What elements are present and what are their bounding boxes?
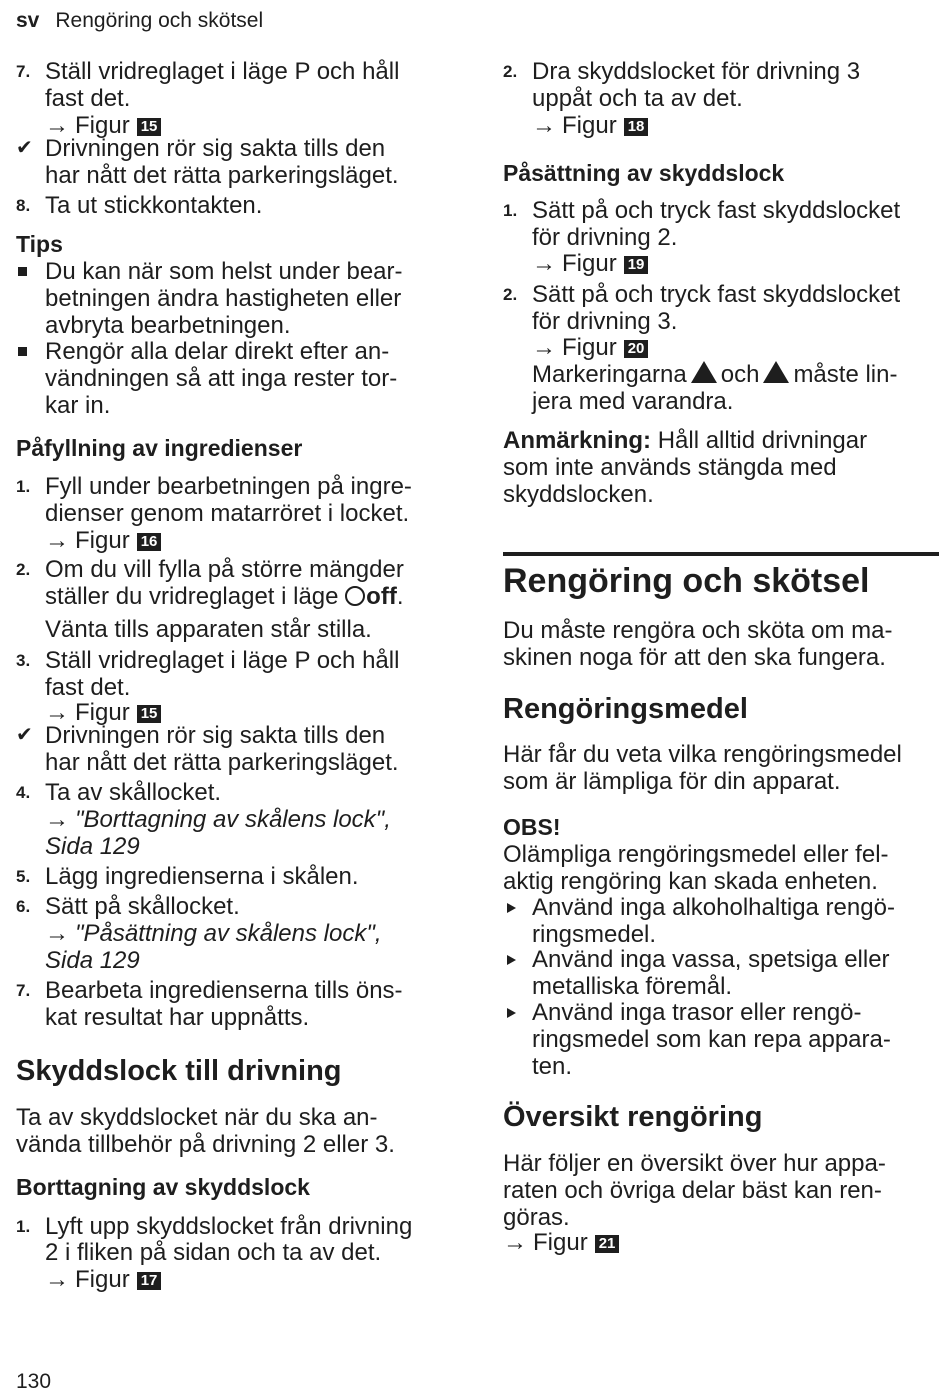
paragraph-text: vända tillbehör på drivning 2 eller 3. bbox=[16, 1131, 395, 1158]
warning-item: Använd inga alkoholhaltiga rengö- bbox=[532, 894, 895, 921]
page-header bbox=[16, 6, 263, 36]
paragraph-text: raten och övriga delar bäst kan ren- bbox=[503, 1177, 882, 1204]
result-text: har nått det rätta parkeringsläget. bbox=[45, 162, 399, 189]
step-text: Sätt på skållocket. bbox=[45, 893, 240, 920]
arrow-right-icon: → bbox=[45, 920, 69, 947]
arrow-right-icon: → bbox=[45, 806, 69, 833]
figure-number-badge: 15 bbox=[137, 118, 162, 136]
arrow-right-icon: → bbox=[45, 527, 69, 554]
tip-text: avbryta bearbetningen. bbox=[45, 312, 291, 339]
figure-number-badge: 17 bbox=[137, 1272, 162, 1290]
paragraph-text: som är lämpliga för din apparat. bbox=[503, 768, 841, 795]
warning-item: ringsmedel. bbox=[532, 921, 657, 948]
cross-reference: Sida 129 bbox=[45, 947, 140, 974]
tip-text: Du kan när som helst under bear- bbox=[45, 258, 403, 285]
step-number: 8. bbox=[16, 196, 31, 215]
section-divider bbox=[503, 552, 939, 556]
section-subheading: Påfyllning av ingredienser bbox=[16, 435, 303, 461]
figure-reference: → Figur 20 bbox=[532, 334, 648, 361]
step-number: 6. bbox=[16, 897, 31, 916]
step-text: fast det. bbox=[45, 674, 131, 701]
figure-number-badge: 15 bbox=[137, 705, 162, 723]
section-subheading: Borttagning av skyddslock bbox=[16, 1174, 310, 1200]
cross-reference: → "Borttagning av skålens lock", bbox=[45, 806, 391, 833]
step-text: Ta ut stickkontakten. bbox=[45, 192, 263, 219]
marker-triangle-icon bbox=[691, 361, 717, 383]
result-text: Drivningen rör sig sakta tills den bbox=[45, 722, 386, 749]
figure-reference: → Figur 21 bbox=[503, 1229, 619, 1256]
off-circle-icon bbox=[345, 586, 365, 606]
tip-text: kar in. bbox=[45, 392, 111, 419]
bullet-square-icon bbox=[18, 267, 27, 276]
warning-item: metalliska föremål. bbox=[532, 973, 733, 1000]
step-text: Bearbeta ingredienserna tills öns- bbox=[45, 977, 403, 1004]
figure-reference: → Figur 15 bbox=[45, 699, 161, 726]
step-text: fast det. bbox=[45, 85, 131, 112]
step-text: Om du vill fylla på större mängder bbox=[45, 556, 404, 583]
step-text: Vänta tills apparaten står stilla. bbox=[45, 616, 372, 643]
paragraph-text: Här får du veta vilka rengöringsmedel bbox=[503, 741, 902, 768]
tips-heading: Tips bbox=[16, 231, 63, 257]
tip-text: betningen ändra hastigheten eller bbox=[45, 285, 402, 312]
step-number: 2. bbox=[503, 285, 518, 304]
bullet-triangle-icon bbox=[507, 955, 516, 965]
step-text: kat resultat har uppnåtts. bbox=[45, 1004, 310, 1031]
step-number: 1. bbox=[503, 201, 518, 220]
note-text: skyddslocken. bbox=[503, 481, 654, 508]
step-text: ställer du vridreglaget i läge off. bbox=[45, 583, 404, 610]
step-number: 1. bbox=[16, 1217, 31, 1236]
warning-item: ringsmedel som kan repa appara- bbox=[532, 1026, 891, 1053]
warning-text: Olämpliga rengöringsmedel eller fel- bbox=[503, 841, 889, 868]
step-number: 2. bbox=[16, 560, 31, 579]
step-text: Lyft upp skyddslocket från drivning bbox=[45, 1213, 413, 1240]
tip-text: vändningen så att inga rester tor- bbox=[45, 365, 398, 392]
checkmark-icon: ✔ bbox=[16, 137, 33, 159]
note-text: Anmärkning: Håll alltid drivningar bbox=[503, 427, 868, 454]
warning-item: Använd inga vassa, spetsiga eller bbox=[532, 946, 890, 973]
section-subheading: Påsättning av skyddslock bbox=[503, 160, 785, 186]
step-text: Lägg ingredienserna i skålen. bbox=[45, 863, 359, 890]
paragraph-text: Här följer en översikt över hur appa- bbox=[503, 1150, 886, 1177]
language-code: sv bbox=[16, 9, 40, 32]
arrow-right-icon: → bbox=[532, 334, 556, 361]
cross-reference: Sida 129 bbox=[45, 833, 140, 860]
checkmark-icon: ✔ bbox=[16, 724, 33, 746]
figure-number-badge: 16 bbox=[137, 533, 162, 551]
bullet-triangle-icon bbox=[507, 903, 516, 913]
arrow-right-icon: → bbox=[45, 112, 69, 139]
figure-number-badge: 21 bbox=[595, 1235, 620, 1253]
warning-heading: OBS! bbox=[503, 814, 561, 840]
arrow-right-icon: → bbox=[532, 112, 556, 139]
paragraph-text: göras. bbox=[503, 1204, 570, 1231]
arrow-right-icon: → bbox=[45, 1266, 69, 1293]
section-heading: Översikt rengöring bbox=[503, 1101, 763, 1133]
figure-number-badge: 19 bbox=[624, 256, 649, 274]
step-text: Ta av skållocket. bbox=[45, 779, 222, 806]
paragraph-text: Du måste rengöra och sköta om ma- bbox=[503, 617, 893, 644]
arrow-right-icon: → bbox=[45, 699, 69, 726]
step-text: jera med varandra. bbox=[532, 388, 734, 415]
result-text: Drivningen rör sig sakta tills den bbox=[45, 135, 386, 162]
figure-reference: → Figur 15 bbox=[45, 112, 161, 139]
note-text: som inte används stängda med bbox=[503, 454, 837, 481]
warning-item: ten. bbox=[532, 1053, 573, 1080]
section-heading: Skyddslock till drivning bbox=[16, 1055, 342, 1087]
chapter-heading: Rengöring och skötsel bbox=[503, 562, 870, 600]
step-number: 7. bbox=[16, 981, 31, 1000]
page-number: 130 bbox=[16, 1370, 52, 1393]
step-text: Sätt på och tryck fast skyddslocket bbox=[532, 281, 901, 308]
cross-reference: → "Påsättning av skålens lock", bbox=[45, 920, 382, 947]
figure-reference: → Figur 19 bbox=[532, 250, 648, 277]
marker-triangle-icon bbox=[763, 361, 789, 383]
section-title: Rengöring och skötsel bbox=[55, 9, 264, 32]
bullet-square-icon bbox=[18, 347, 27, 356]
section-heading: Rengöringsmedel bbox=[503, 693, 748, 725]
step-text: uppåt och ta av det. bbox=[532, 85, 743, 112]
step-text: Ställ vridreglaget i läge P och håll bbox=[45, 58, 400, 85]
step-text: Ställ vridreglaget i läge P och håll bbox=[45, 647, 400, 674]
warning-item: Använd inga trasor eller rengö- bbox=[532, 999, 862, 1026]
arrow-right-icon: → bbox=[532, 250, 556, 277]
step-text: för drivning 2. bbox=[532, 224, 678, 251]
step-number: 2. bbox=[503, 62, 518, 81]
figure-reference: → Figur 18 bbox=[532, 112, 648, 139]
figure-reference: → Figur 17 bbox=[45, 1266, 161, 1293]
bullet-triangle-icon bbox=[507, 1008, 516, 1018]
step-number: 4. bbox=[16, 783, 31, 802]
paragraph-text: skinen noga för att den ska fungera. bbox=[503, 644, 886, 671]
step-text: dienser genom matarröret i locket. bbox=[45, 500, 410, 527]
step-text: för drivning 3. bbox=[532, 308, 678, 335]
step-text: Dra skyddslocket för drivning 3 bbox=[532, 58, 861, 85]
step-text: Markeringarna och måste lin- bbox=[532, 361, 898, 388]
step-number: 3. bbox=[16, 651, 31, 670]
arrow-right-icon: → bbox=[503, 1229, 527, 1256]
result-text: har nått det rätta parkeringsläget. bbox=[45, 749, 399, 776]
figure-number-badge: 20 bbox=[624, 340, 649, 358]
step-text: Sätt på och tryck fast skyddslocket bbox=[532, 197, 901, 224]
step-number: 1. bbox=[16, 477, 31, 496]
tip-text: Rengör alla delar direkt efter an- bbox=[45, 338, 390, 365]
step-number: 7. bbox=[16, 62, 31, 81]
figure-reference: → Figur 16 bbox=[45, 527, 161, 554]
step-number: 5. bbox=[16, 867, 31, 886]
paragraph-text: Ta av skyddslocket när du ska an- bbox=[16, 1104, 378, 1131]
figure-number-badge: 18 bbox=[624, 118, 649, 136]
step-text: 2 i fliken på sidan och ta av det. bbox=[45, 1239, 382, 1266]
warning-text: aktig rengöring kan skada enheten. bbox=[503, 868, 878, 895]
step-text: Fyll under bearbetningen på ingre- bbox=[45, 473, 412, 500]
